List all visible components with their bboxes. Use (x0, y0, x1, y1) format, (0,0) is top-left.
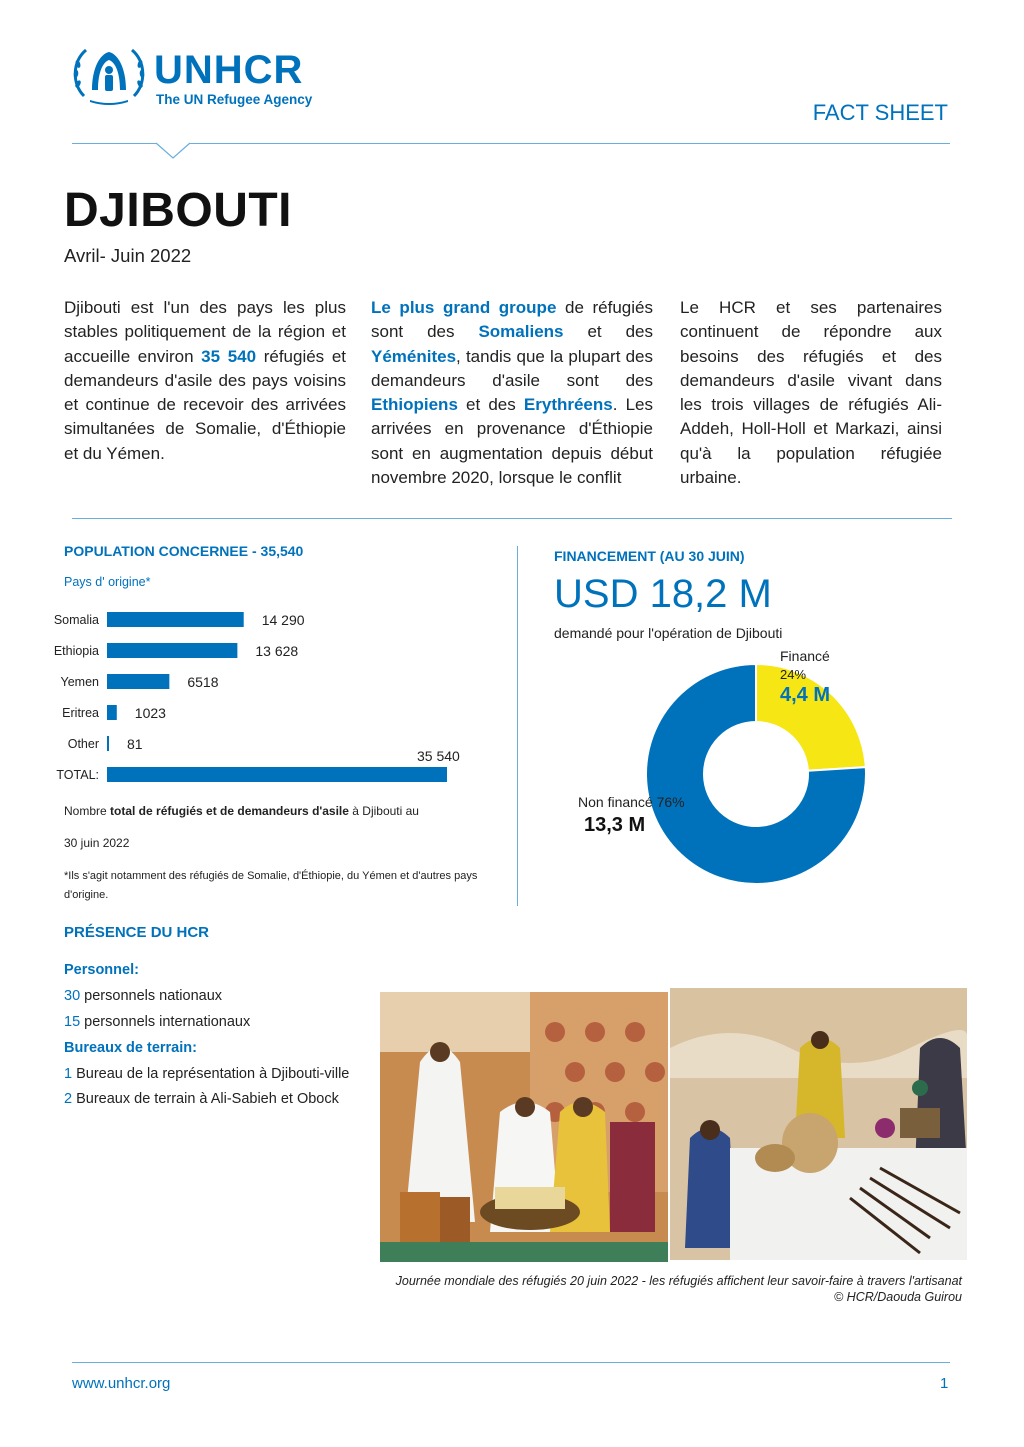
staff-item (64, 1014, 250, 1030)
funding-amount: USD 18,2 M (554, 572, 772, 616)
value-label: 14 290 (261, 612, 305, 628)
offices-heading: Bureaux de terrain: (64, 1040, 197, 1056)
intro-column-3 (680, 296, 942, 490)
value-label: 6518 (187, 674, 219, 690)
category-label: Other (67, 737, 99, 751)
donut-slice (756, 664, 866, 771)
doc-type-label: FACT SHEET (812, 100, 948, 125)
unfunded-amount: 13,3 M (584, 814, 646, 836)
body-text: réfugiés et demandeurs d'asile des pays voisins et continue de recevoir des arrivées simultanées de Somalie, d'Éthiopie et du Yémen. (64, 346, 346, 463)
body-text: . Les arrivées en provenance d'Éthiopie sont en augmentation depuis début novembre 2020, lorsque le conflit (371, 395, 653, 488)
staff-text: personnels internationaux (80, 1014, 251, 1030)
category-label: Yemen (60, 675, 99, 689)
report-period: Avril- Juin 2022 (64, 245, 192, 266)
office-text: Bureau de la représentation à Djibouti-ville (72, 1066, 350, 1082)
population-note (64, 804, 419, 818)
value-label: 13 628 (255, 643, 299, 659)
footer-url-link[interactable]: www.unhcr.org (72, 1375, 171, 1392)
population-bar (107, 705, 117, 720)
logo-wordmark: UNHCR (154, 48, 304, 92)
photo-refugee-women (380, 992, 668, 1262)
population-note-post: à Djibouti au (348, 804, 419, 818)
population-bar (107, 767, 447, 782)
funded-label: Financé (780, 648, 830, 664)
photo-credit: © HCR/Daouda Guirou (833, 1290, 962, 1304)
funding-requested-label: demandé pour l'opération de Djibouti (554, 625, 783, 641)
population-bar (107, 736, 109, 751)
page-title: DJIBOUTI (64, 184, 293, 237)
photo-caption (396, 1273, 962, 1305)
highlight-text: Le plus grand groupe (371, 298, 557, 317)
presence-heading: PRÉSENCE DU HCR (64, 924, 210, 941)
section-vertical-divider (517, 546, 518, 906)
highlight-text: Somaliens (478, 322, 564, 342)
highlight-text: Ethiopiens (371, 395, 458, 415)
category-label: Somalia (53, 613, 99, 627)
funded-percent: 24% (780, 667, 807, 682)
office-item (64, 1091, 339, 1107)
staff-text: personnels nationaux (80, 988, 223, 1004)
body-text: Le HCR et ses partenaires continuent de répondre aux besoins des réfugiés et des demandeurs d'asile vivant dans les trois villages de réfugiés Ali-Addeh, Holl-Holl et Markazi, ainsi qu'à la population réfugiée urbaine. (680, 298, 942, 488)
body-text: et des (457, 395, 524, 415)
category-label: TOTAL: (56, 768, 99, 782)
staff-item (64, 988, 222, 1004)
funding-donut-chart (636, 654, 876, 894)
category-label: Ethiopia (53, 644, 99, 658)
intro-divider (72, 518, 952, 519)
value-label: 81 (127, 736, 143, 752)
highlight-text: Yéménites (371, 346, 457, 366)
office-text: Bureaux de terrain à Ali-Sabieh et Obock (72, 1091, 339, 1107)
population-note-date: 30 juin 2022 (64, 836, 130, 850)
logo-subtitle: The UN Refugee Agency (156, 92, 313, 107)
body-text: , tandis que la plupart des demandeurs d'asile sont des (371, 346, 653, 390)
funding-heading: FINANCEMENT (AU 30 JUIN) (554, 548, 745, 564)
body-text: de réfugiés sont des (371, 298, 653, 342)
body-text: et des (563, 322, 653, 342)
office-item (64, 1066, 349, 1082)
population-bar-chart (44, 604, 494, 794)
population-bar (107, 612, 244, 627)
office-count: 2 (64, 1091, 73, 1107)
highlight-text: 35 540 (201, 346, 257, 366)
staff-count: 30 (64, 988, 81, 1004)
population-note-bold: total de réfugiés et de demandeurs d'asile (110, 804, 349, 818)
header-notch-icon (155, 142, 191, 160)
office-count: 1 (64, 1066, 73, 1082)
population-subheading: Pays d' origine* (64, 575, 151, 589)
value-label: 1023 (134, 705, 166, 721)
category-label: Eritrea (62, 706, 99, 720)
intro-column-2 (371, 296, 653, 516)
header-divider (72, 143, 950, 144)
population-footnote: *Ils s'agit notamment des réfugiés de Somalie, d'Éthiopie, du Yémen et d'autres pays d'origine. (64, 870, 478, 901)
page-number: 1 (940, 1375, 949, 1392)
staff-heading: Personnel: (64, 962, 139, 978)
photo-caption-text: Journée mondiale des réfugiés 20 juin 2022 - les réfugiés affichent leur savoir-faire à travers l'artisanat (395, 1274, 962, 1288)
body-text: Djibouti est l'un des pays les plus stables politiquement de la région et accueille environ (64, 298, 346, 366)
unhcr-emblem-icon (70, 44, 148, 108)
photo-handicrafts (670, 988, 967, 1260)
value-label: 35 540 (417, 748, 460, 764)
population-heading: POPULATION CONCERNEE - 35,540 (64, 543, 304, 559)
staff-count: 15 (64, 1014, 81, 1030)
population-bar (107, 643, 237, 658)
footer-divider (72, 1362, 950, 1363)
intro-column-1 (64, 296, 346, 466)
population-note-pre: Nombre (64, 804, 111, 818)
unfunded-label: Non financé 76% (578, 794, 685, 810)
highlight-text: Erythréens (523, 395, 613, 415)
population-bar (107, 674, 169, 689)
funded-amount: 4,4 M (780, 684, 831, 706)
